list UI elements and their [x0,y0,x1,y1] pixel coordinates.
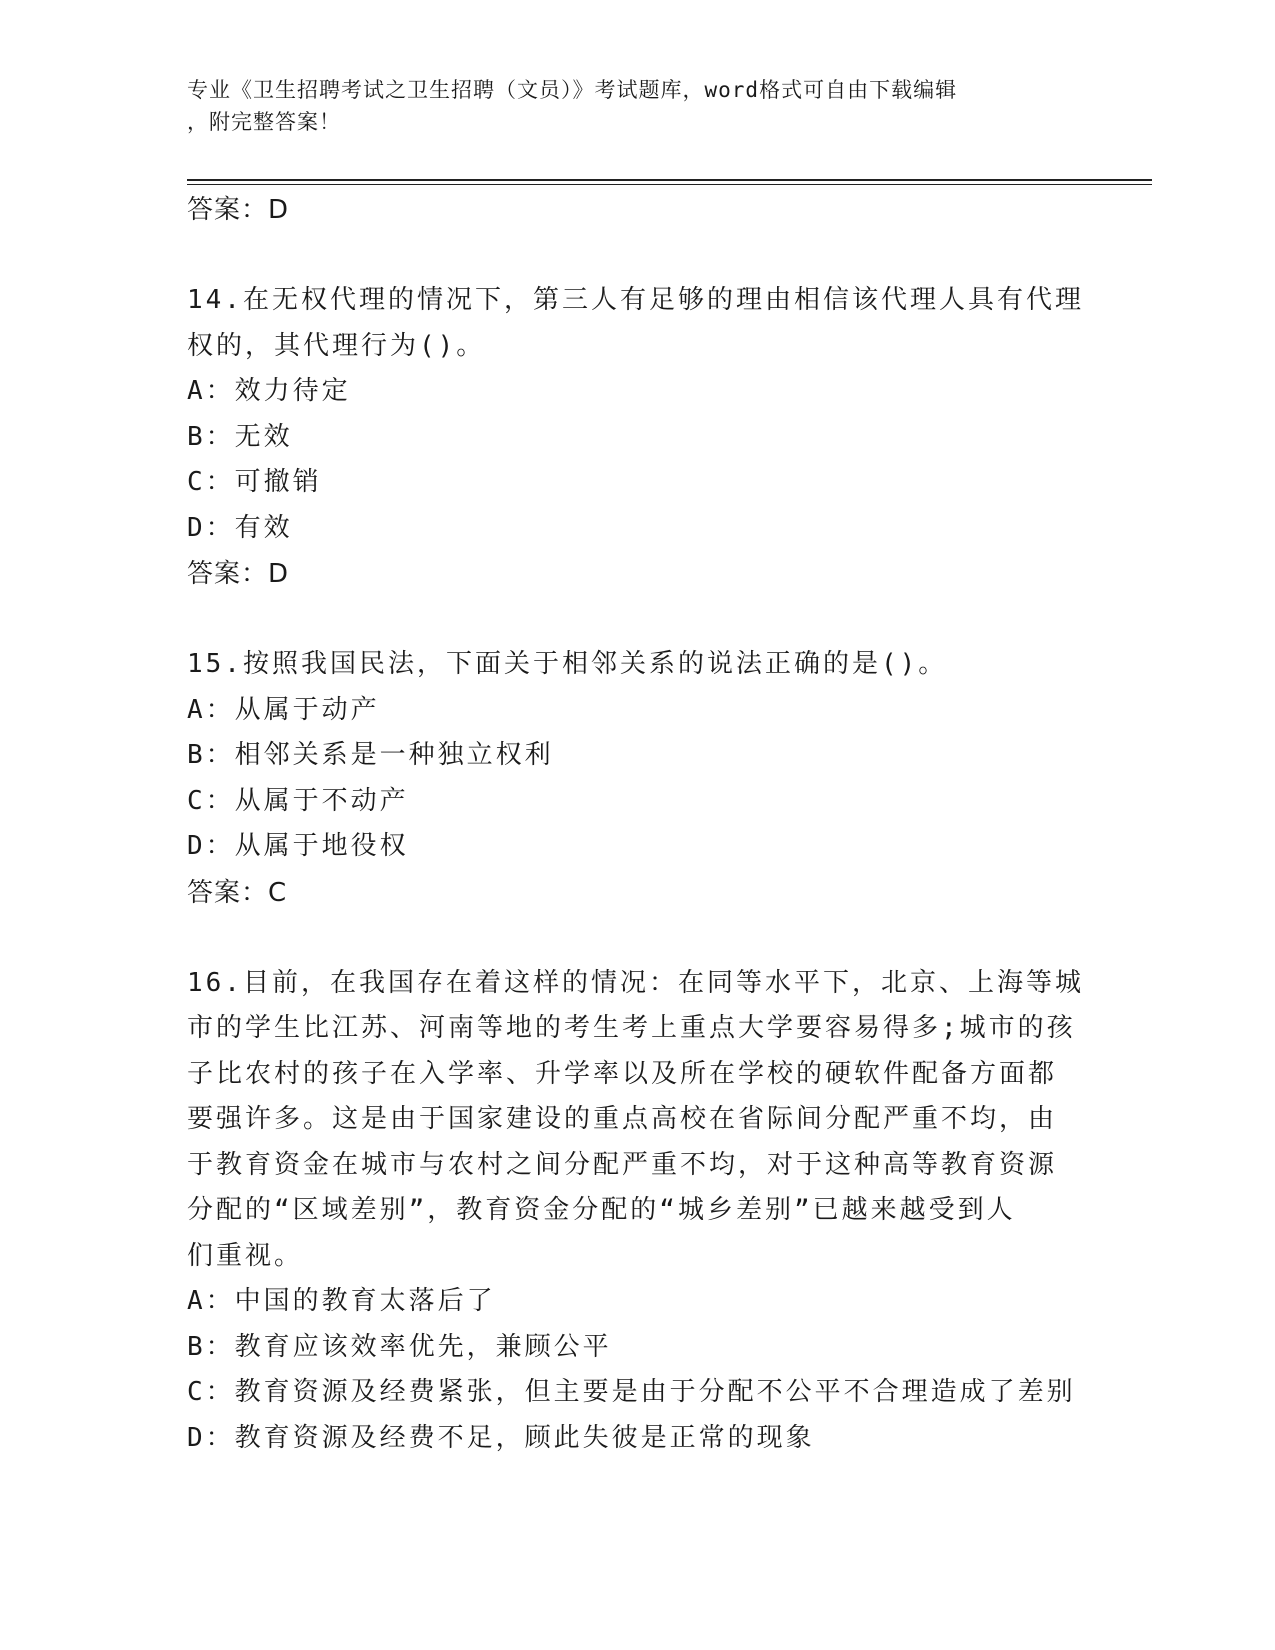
document-header [187,74,1067,138]
question-text-line: 们重视。 [187,1240,304,1271]
option-c: C：教育资源及经费紧张，但主要是由于分配不公平不合理造成了差别 [187,1377,1076,1407]
answer-label: 答案：D [187,195,290,225]
header-divider [187,179,1152,181]
option-b: B：教育应该效率优先，兼顾公平 [187,1331,612,1362]
answer-label: 答案：C [187,877,288,908]
question-text-line: 子比农村的孩子在入学率、升学率以及所在学校的硬软件配备方面都 [187,1058,1058,1089]
option-b: B：无效 [187,421,293,452]
option-b: B：相邻关系是一种独立权利 [187,740,554,770]
option-a: A：从属于动产 [187,694,380,725]
question-text-line: 分配的“区域差别”，教育资金分配的“城乡差别”已越来越受到人 [187,1195,1016,1225]
question-text-line: 要强许多。这是由于国家建设的重点高校在省际间分配严重不均，由 [187,1104,1058,1134]
question-text-line: 16.目前，在我国存在着这样的情况：在同等水平下，北京、上海等城 [187,967,1084,998]
header-divider-thin [187,184,1152,185]
question-14 [187,278,1087,597]
question-text-line: 15.按照我国民法，下面关于相邻关系的说法正确的是()。 [187,649,948,679]
option-a: A：中国的教育太落后了 [187,1286,496,1316]
answer-label: 答案：D [187,559,290,589]
option-d: D：教育资源及经费不足，顾此失彼是正常的现象 [187,1422,815,1453]
question-text-line: 权的，其代理行为()。 [187,330,486,361]
header-line-2: ，附完整答案！ [187,110,341,134]
question-text-line: 于教育资金在城市与农村之间分配严重不均，对于这种高等教育资源 [187,1149,1058,1180]
option-c: C：从属于不动产 [187,785,409,816]
question-text-line: 市的学生比江苏、河南等地的考生考上重点大学要容易得多;城市的孩 [187,1013,1076,1043]
question-15 [187,642,1087,916]
option-c: C：可撤销 [187,467,322,497]
option-d: D：从属于地役权 [187,831,409,861]
header-line-1: 专业《卫生招聘考试之卫生招聘（文员）》考试题库，word格式可自由下载编辑 [187,78,958,102]
question-list [187,187,1087,1461]
question-16 [187,961,1087,1462]
option-d: D：有效 [187,512,293,543]
question-text-line: 14.在无权代理的情况下，第三人有足够的理由相信该代理人具有代理 [187,285,1084,315]
option-a: A：效力待定 [187,376,351,406]
